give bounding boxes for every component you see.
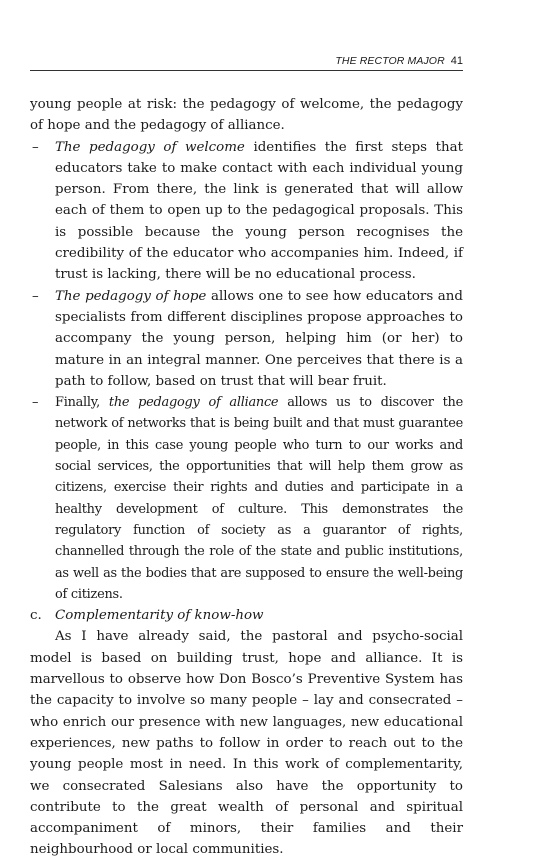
bullet-term: The pedagogy of hope bbox=[55, 288, 207, 304]
bullet-text: allows us to discover the network of networks that is being built and that must guarantee people, in this case young people who turn to our works and social services, the opportunities that will help them grow as citizens, exercise their rights and duties and participate in a healthy development of culture. This demonstrates the regulatory function of society as a guarantor of rights, channelled through the role of the state and public institutions, as well as the bodies that are supposed to ensure the well-being of citizens. bbox=[55, 395, 463, 602]
bullet-dash: – bbox=[32, 395, 39, 411]
list-item bbox=[30, 137, 463, 286]
bullet-term: The pedagogy of welcome bbox=[55, 139, 245, 155]
bullet-text: identifies the first steps that educators take to make contact with each individual young person. From there, the link is generated that will allow each of them to open up to the pedagogical proposals. This is possible because the young person recognises the credibility of the educator who accompanies him. Indeed, if trust is lacking, there will be no educational process. bbox=[55, 139, 463, 283]
bullet-dash: – bbox=[32, 139, 39, 155]
bullet-term: the pedagogy of alliance bbox=[108, 395, 279, 411]
list-item bbox=[30, 286, 463, 392]
page-number: 41 bbox=[450, 55, 463, 67]
section-heading bbox=[30, 605, 463, 626]
running-header bbox=[30, 53, 463, 69]
body-text bbox=[30, 94, 463, 861]
running-title: THE RECTOR MAJOR bbox=[335, 55, 445, 67]
bullet-dash: – bbox=[32, 288, 39, 304]
bullet-text: allows one to see how educators and specialists from different disciplines propose approaches to accompany the young person, helping him (or her) to mature in an integral manner. One perceives that there is a path to follow, based on trust that will bear fruit. bbox=[55, 288, 463, 389]
section-title: Complementarity of know-how bbox=[55, 608, 264, 624]
closing-paragraph: As I have already said, the pastoral and psycho-social model is based on building trust, hope and alliance. It is marvellous to observe how Don Bosco’s Preventive System has the capacity to involve so many people – lay and consecrated – who enrich our presence with new languages, new educational experiences, new paths to follow in order to reach out to the young people most in need. In this work of complementarity, we consecrated Salesians also have the opportunity to contribute to the great wealth of personal and spiritual accompaniment of minors, their families and their neighbourhood or local communities. bbox=[30, 629, 463, 858]
intro-paragraph: young people at risk: the pedagogy of welcome, the pedagogy of hope and the pedagogy of alliance. bbox=[30, 97, 463, 134]
section-letter: c. bbox=[30, 608, 42, 624]
pedagogy-list bbox=[30, 137, 463, 606]
bullet-lead: Finally, bbox=[55, 395, 109, 411]
header-rule bbox=[30, 70, 463, 71]
list-item bbox=[30, 392, 463, 605]
